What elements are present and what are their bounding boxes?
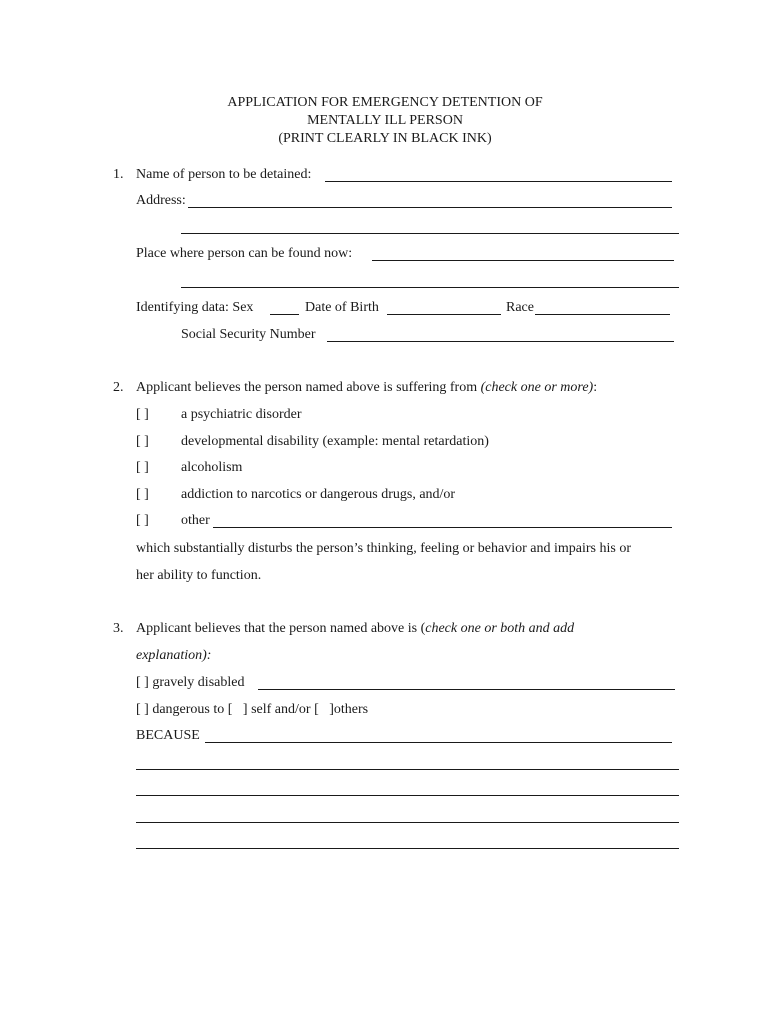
section-3-intro: Applicant believes that the person named above is (check one or both and add	[136, 621, 575, 636]
checkbox-developmental[interactable]: [ ]	[136, 434, 149, 449]
address-label: Address:	[136, 193, 186, 208]
dob-field[interactable]	[387, 314, 501, 315]
name-field[interactable]	[325, 181, 672, 182]
section-3-number: 3.	[113, 621, 124, 636]
identifying-label: Identifying data: Sex	[136, 300, 254, 315]
checkbox-self[interactable]: ] self and/or [	[242, 702, 319, 717]
address-field-line-2[interactable]	[181, 233, 679, 234]
section-2-closing-line-2: her ability to function.	[136, 568, 262, 583]
place-field-line-2[interactable]	[181, 287, 679, 288]
because-field[interactable]	[205, 742, 672, 743]
sex-field[interactable]	[270, 314, 299, 315]
dob-label: Date of Birth	[305, 300, 379, 315]
because-field-line-5[interactable]	[136, 848, 679, 849]
form-title-instruction: (PRINT CLEARLY IN BLACK INK)	[278, 131, 492, 146]
gravely-disabled-field[interactable]	[258, 689, 675, 690]
section-2-intro: Applicant believes the person named above is suffering from (check one or more):	[136, 380, 598, 395]
place-field[interactable]	[372, 260, 674, 261]
checkbox-psychiatric[interactable]: [ ]	[136, 407, 149, 422]
address-field[interactable]	[188, 207, 672, 208]
section-2-number: 2.	[113, 380, 124, 395]
option-psychiatric: a psychiatric disorder	[181, 407, 302, 422]
place-label: Place where person can be found now:	[136, 246, 353, 261]
section-1-number: 1.	[113, 167, 124, 182]
name-label: Name of person to be detained:	[136, 167, 312, 182]
form-title-line-1: APPLICATION FOR EMERGENCY DETENTION OF	[227, 95, 543, 110]
race-field[interactable]	[535, 314, 670, 315]
because-field-line-2[interactable]	[136, 769, 679, 770]
because-field-line-3[interactable]	[136, 795, 679, 796]
because-label: BECAUSE	[136, 728, 200, 743]
checkbox-gravely-disabled[interactable]: [ ] gravely disabled	[136, 675, 245, 690]
checkbox-dangerous[interactable]: [ ] dangerous to [	[136, 702, 233, 717]
option-addiction: addiction to narcotics or dangerous drugs, and/or	[181, 487, 456, 502]
option-developmental: developmental disability (example: mental retardation)	[181, 434, 489, 449]
because-field-line-4[interactable]	[136, 822, 679, 823]
checkbox-addiction[interactable]: [ ]	[136, 487, 149, 502]
form-title-line-2: MENTALLY ILL PERSON	[307, 113, 463, 128]
checkbox-other[interactable]: [ ]	[136, 513, 149, 528]
option-alcoholism: alcoholism	[181, 460, 243, 475]
section-2-closing-line-1: which substantially disturbs the person’s thinking, feeling or behavior and impairs his or	[136, 541, 631, 556]
ssn-field[interactable]	[327, 341, 674, 342]
section-3-intro-line-2: explanation):	[136, 648, 212, 663]
checkbox-alcoholism[interactable]: [ ]	[136, 460, 149, 475]
other-field[interactable]	[213, 527, 672, 528]
option-other: other	[181, 513, 210, 528]
dangerous-row	[136, 702, 368, 718]
checkbox-others[interactable]: ]others	[329, 702, 369, 717]
ssn-label: Social Security Number	[181, 327, 316, 342]
race-label: Race	[506, 300, 534, 315]
